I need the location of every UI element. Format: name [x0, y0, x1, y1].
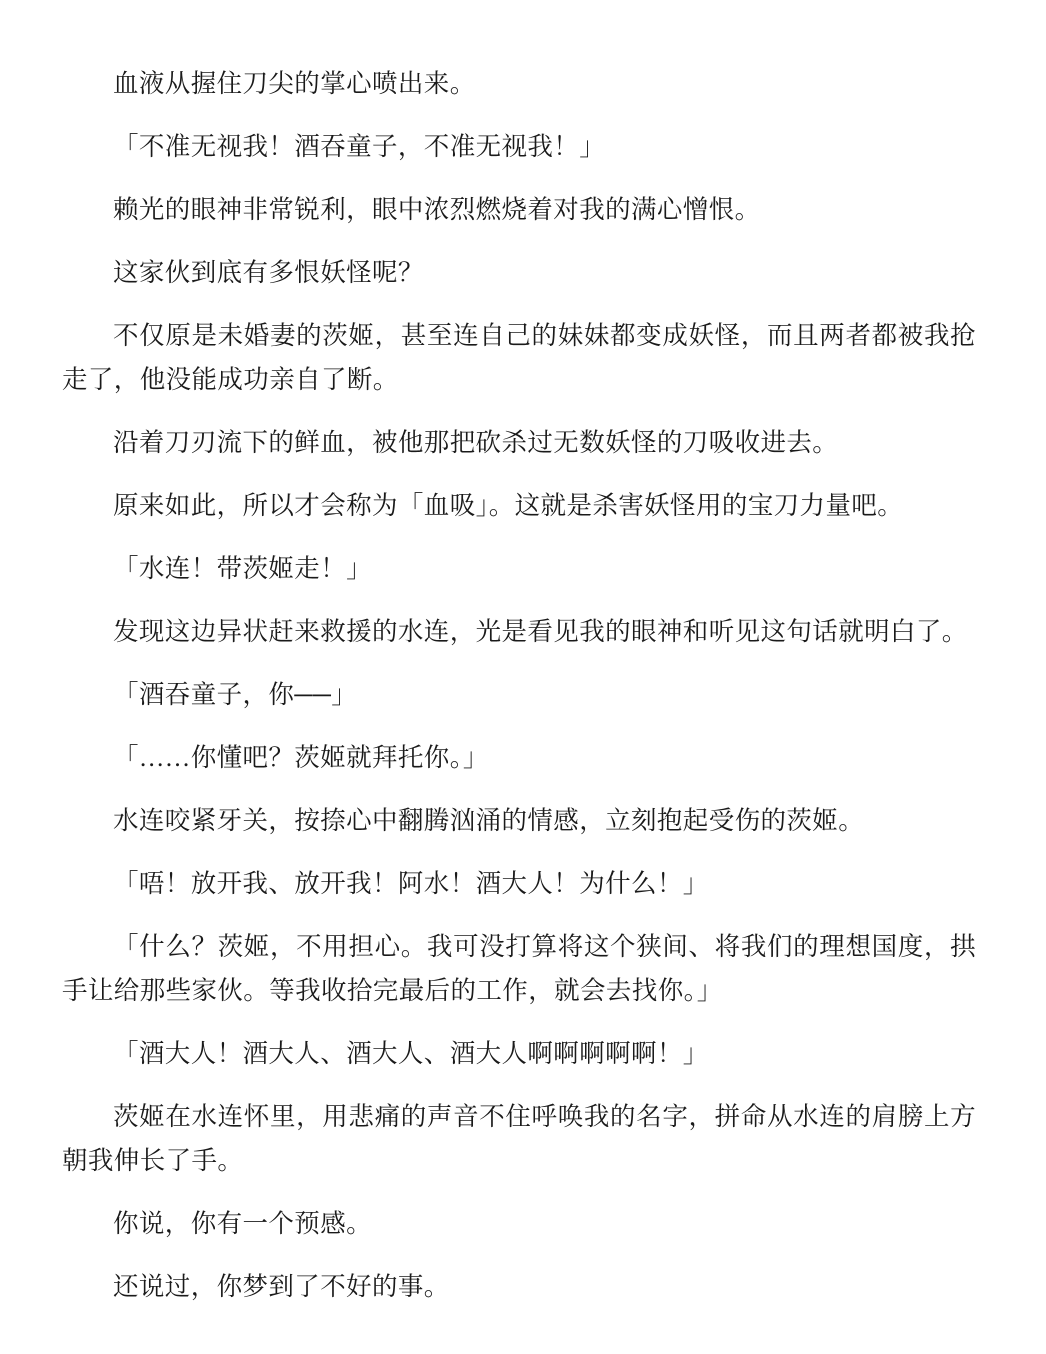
paragraph: 「酒大人！酒大人、酒大人、酒大人啊啊啊啊啊！」: [113, 1039, 709, 1068]
paragraph: 赖光的眼神非常锐利，眼中浓烈燃烧着对我的满心憎恨。: [113, 195, 761, 224]
paragraph: 「……你懂吧？茨姬就拜托你。」: [113, 743, 489, 772]
paragraph: 「什么？茨姬，不用担心。我可没打算将这个狭间、将我们的理想国度，拱手让给那些家伙。等我收拾完最后的工作，就会去找你。」: [62, 932, 976, 1005]
paragraph: 发现这边异状赶来救援的水连，光是看见我的眼神和听见这句话就明白了。: [113, 617, 968, 646]
page-body: [62, 62, 976, 1309]
paragraph: 你说，你有一个预感。: [113, 1209, 373, 1238]
paragraph: 这家伙到底有多恨妖怪呢？: [113, 258, 424, 287]
paragraph: 茨姬在水连怀里，用悲痛的声音不住呼唤我的名字，拼命从水连的肩膀上方朝我伸长了手。: [62, 1102, 976, 1175]
paragraph: 「酒吞童子，你──」: [113, 680, 358, 709]
paragraph: 「不准无视我！酒吞童子，不准无视我！」: [113, 132, 606, 161]
paragraph: 不仅原是未婚妻的茨姬，甚至连自己的妹妹都变成妖怪，而且两者都被我抢走了，他没能成功亲自了断。: [62, 321, 976, 394]
paragraph: 水连咬紧牙关，按捺心中翻腾汹涌的情感，立刻抱起受伤的茨姬。: [113, 806, 865, 835]
paragraph: 原来如此，所以才会称为「血吸」。这就是杀害妖怪用的宝刀力量吧。: [113, 491, 904, 520]
paragraph: 「唔！放开我、放开我！阿水！酒大人！为什么！」: [113, 869, 709, 898]
paragraph: 「水连！带茨姬走！」: [113, 554, 373, 583]
paragraph: 血液从握住刀尖的掌心喷出来。: [113, 69, 476, 98]
paragraph: 还说过，你梦到了不好的事。: [113, 1272, 450, 1301]
paragraph: 沿着刀刃流下的鲜血，被他那把砍杀过无数妖怪的刀吸收进去。: [113, 428, 839, 457]
